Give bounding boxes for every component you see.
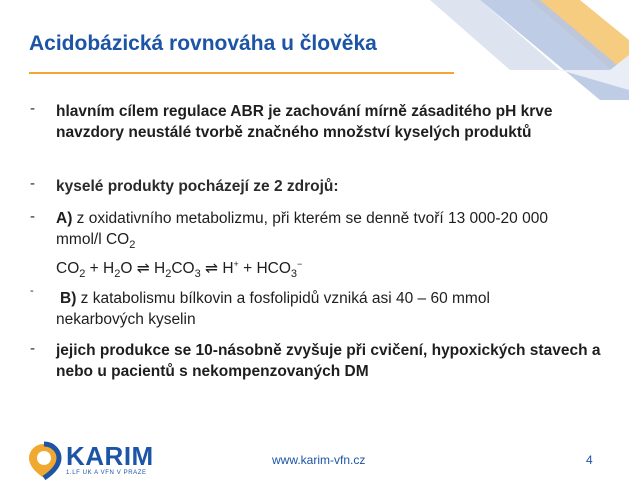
- eq-sub: 3: [194, 268, 201, 280]
- list-item: [56, 176, 601, 197]
- item-label: A): [56, 210, 73, 227]
- item-text: z katabolismu bílkovin a fosfolipidů vzniká asi 40 – 60 mmol nekarbových kyselin: [56, 290, 490, 328]
- eq-arrow1: O ⇌ H: [120, 260, 166, 277]
- eq-sup: +: [233, 259, 239, 269]
- bullet-marker: -: [30, 340, 35, 357]
- footer-url[interactable]: www.karim-vfn.cz: [272, 453, 366, 467]
- eq-sub: 2: [114, 268, 121, 280]
- list-item: [56, 288, 576, 330]
- reaction-equation: [56, 259, 302, 280]
- item-subscript: 2: [129, 239, 136, 252]
- eq-hco3: + HCO: [238, 260, 291, 277]
- karim-logo-icon: [26, 440, 66, 480]
- list-item: [56, 340, 601, 382]
- item-text: z oxidativního metabolizmu, při kterém se denně tvoří 13 000-20 000 mmol/l CO: [56, 210, 548, 248]
- item-text: kyselé produkty pocházejí ze 2 zdrojů:: [56, 178, 339, 195]
- bullet-marker: -: [30, 208, 35, 225]
- logo-wordmark: KARIM: [66, 441, 154, 471]
- eq-arrow2: ⇌ H: [200, 260, 234, 277]
- eq-sub: 2: [79, 268, 86, 280]
- slide-title: Acidobázická rovnováha u člověka: [29, 32, 377, 55]
- eq-co3: CO: [171, 260, 195, 277]
- eq-co2: CO: [56, 260, 80, 277]
- eq-sub: 3: [290, 268, 298, 280]
- title-underline: [29, 72, 454, 74]
- page-number: 4: [586, 453, 593, 467]
- bullet-marker: -: [30, 285, 34, 297]
- logo-subtitle: 1.LF UK A VFN V PRAZE: [66, 470, 147, 476]
- bullet-marker: -: [30, 175, 35, 192]
- eq-h2o: + H: [85, 260, 115, 277]
- item-text: hlavním cílem regulace ABR je zachování mírně zásaditého pH krve navzdory neustálé tvorbě značného množství kyselých produktů: [56, 103, 553, 141]
- list-item: [56, 208, 586, 256]
- item-text: jejich produkce se 10-násobně zvyšuje při cvičení, hypoxických stavech a nebo u pacientů s nekompenzovaných DM: [56, 342, 601, 380]
- eq-sup: −: [297, 259, 303, 269]
- bullet-marker: -: [30, 100, 35, 117]
- list-item: [56, 101, 601, 143]
- eq-sub: 2: [165, 268, 172, 280]
- item-label: B): [60, 290, 77, 307]
